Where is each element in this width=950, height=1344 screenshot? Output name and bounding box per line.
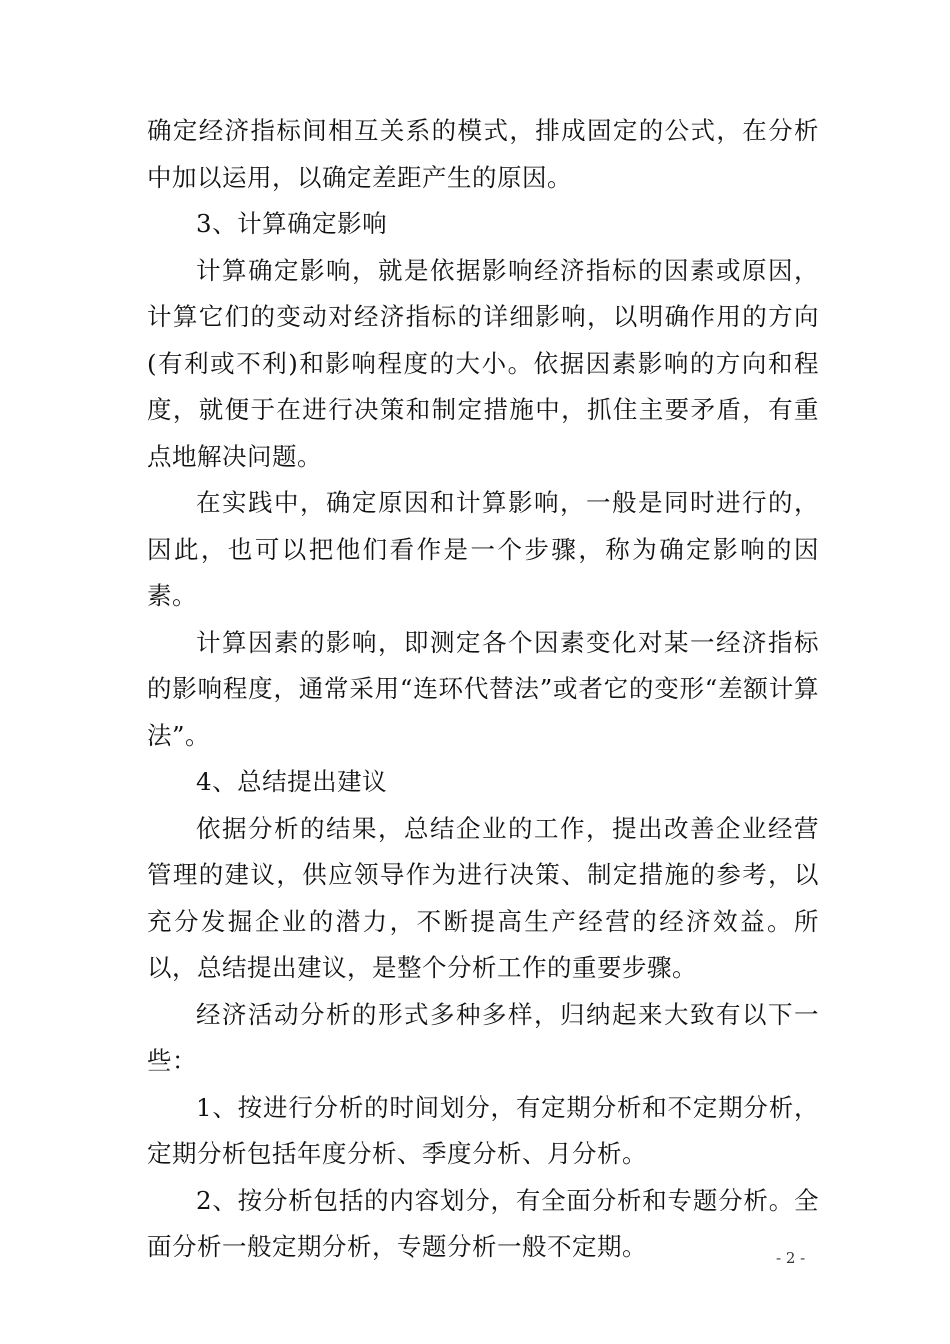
paragraph: 在实践中，确定原因和计算影响，一般是同时进行的，因此，也可以把他们看作是一个步骤，称为确定影响的因素。: [147, 488, 819, 610]
section-heading: 4、总结提出建议: [196, 767, 388, 796]
paragraph: 确定经济指标间相互关系的模式，排成固定的公式，在分析中加以运用，以确定差距产生的原因。: [147, 116, 819, 192]
list-item: 1、按进行分析的时间划分，有定期分析和不定期分析，定期分析包括年度分析、季度分析、月分析。: [147, 1092, 819, 1168]
section-heading: 3、计算确定影响: [196, 209, 388, 238]
paragraph: 计算确定影响，就是依据影响经济指标的因素或原因，计算它们的变动对经济指标的详细影响，以明确作用的方向(有利或不利)和影响程度的大小。依据因素影响的方向和程度，就便于在进行决策和制定措施中，抓住主要矛盾，有重点地解决问题。: [147, 255, 819, 471]
document-body: [147, 108, 819, 1271]
paragraph: 经济活动分析的形式多种多样，归纳起来大致有以下一些：: [147, 999, 819, 1075]
paragraph: 依据分析的结果，总结企业的工作，提出改善企业经营管理的建议，供应领导作为进行决策、制定措施的参考，以充分发掘企业的潜力，不断提高生产经营的经济效益。所以，总结提出建议，是整个分析工作的重要步骤。: [147, 813, 819, 982]
page-number: - 2 -: [776, 1249, 806, 1267]
paragraph: 计算因素的影响，即测定各个因素变化对某一经济指标的影响程度，通常采用“连环代替法”或者它的变形“差额计算法”。: [147, 627, 819, 750]
list-item: 2、按分析包括的内容划分，有全面分析和专题分析。全面分析一般定期分析，专题分析一般不定期。: [147, 1185, 819, 1261]
